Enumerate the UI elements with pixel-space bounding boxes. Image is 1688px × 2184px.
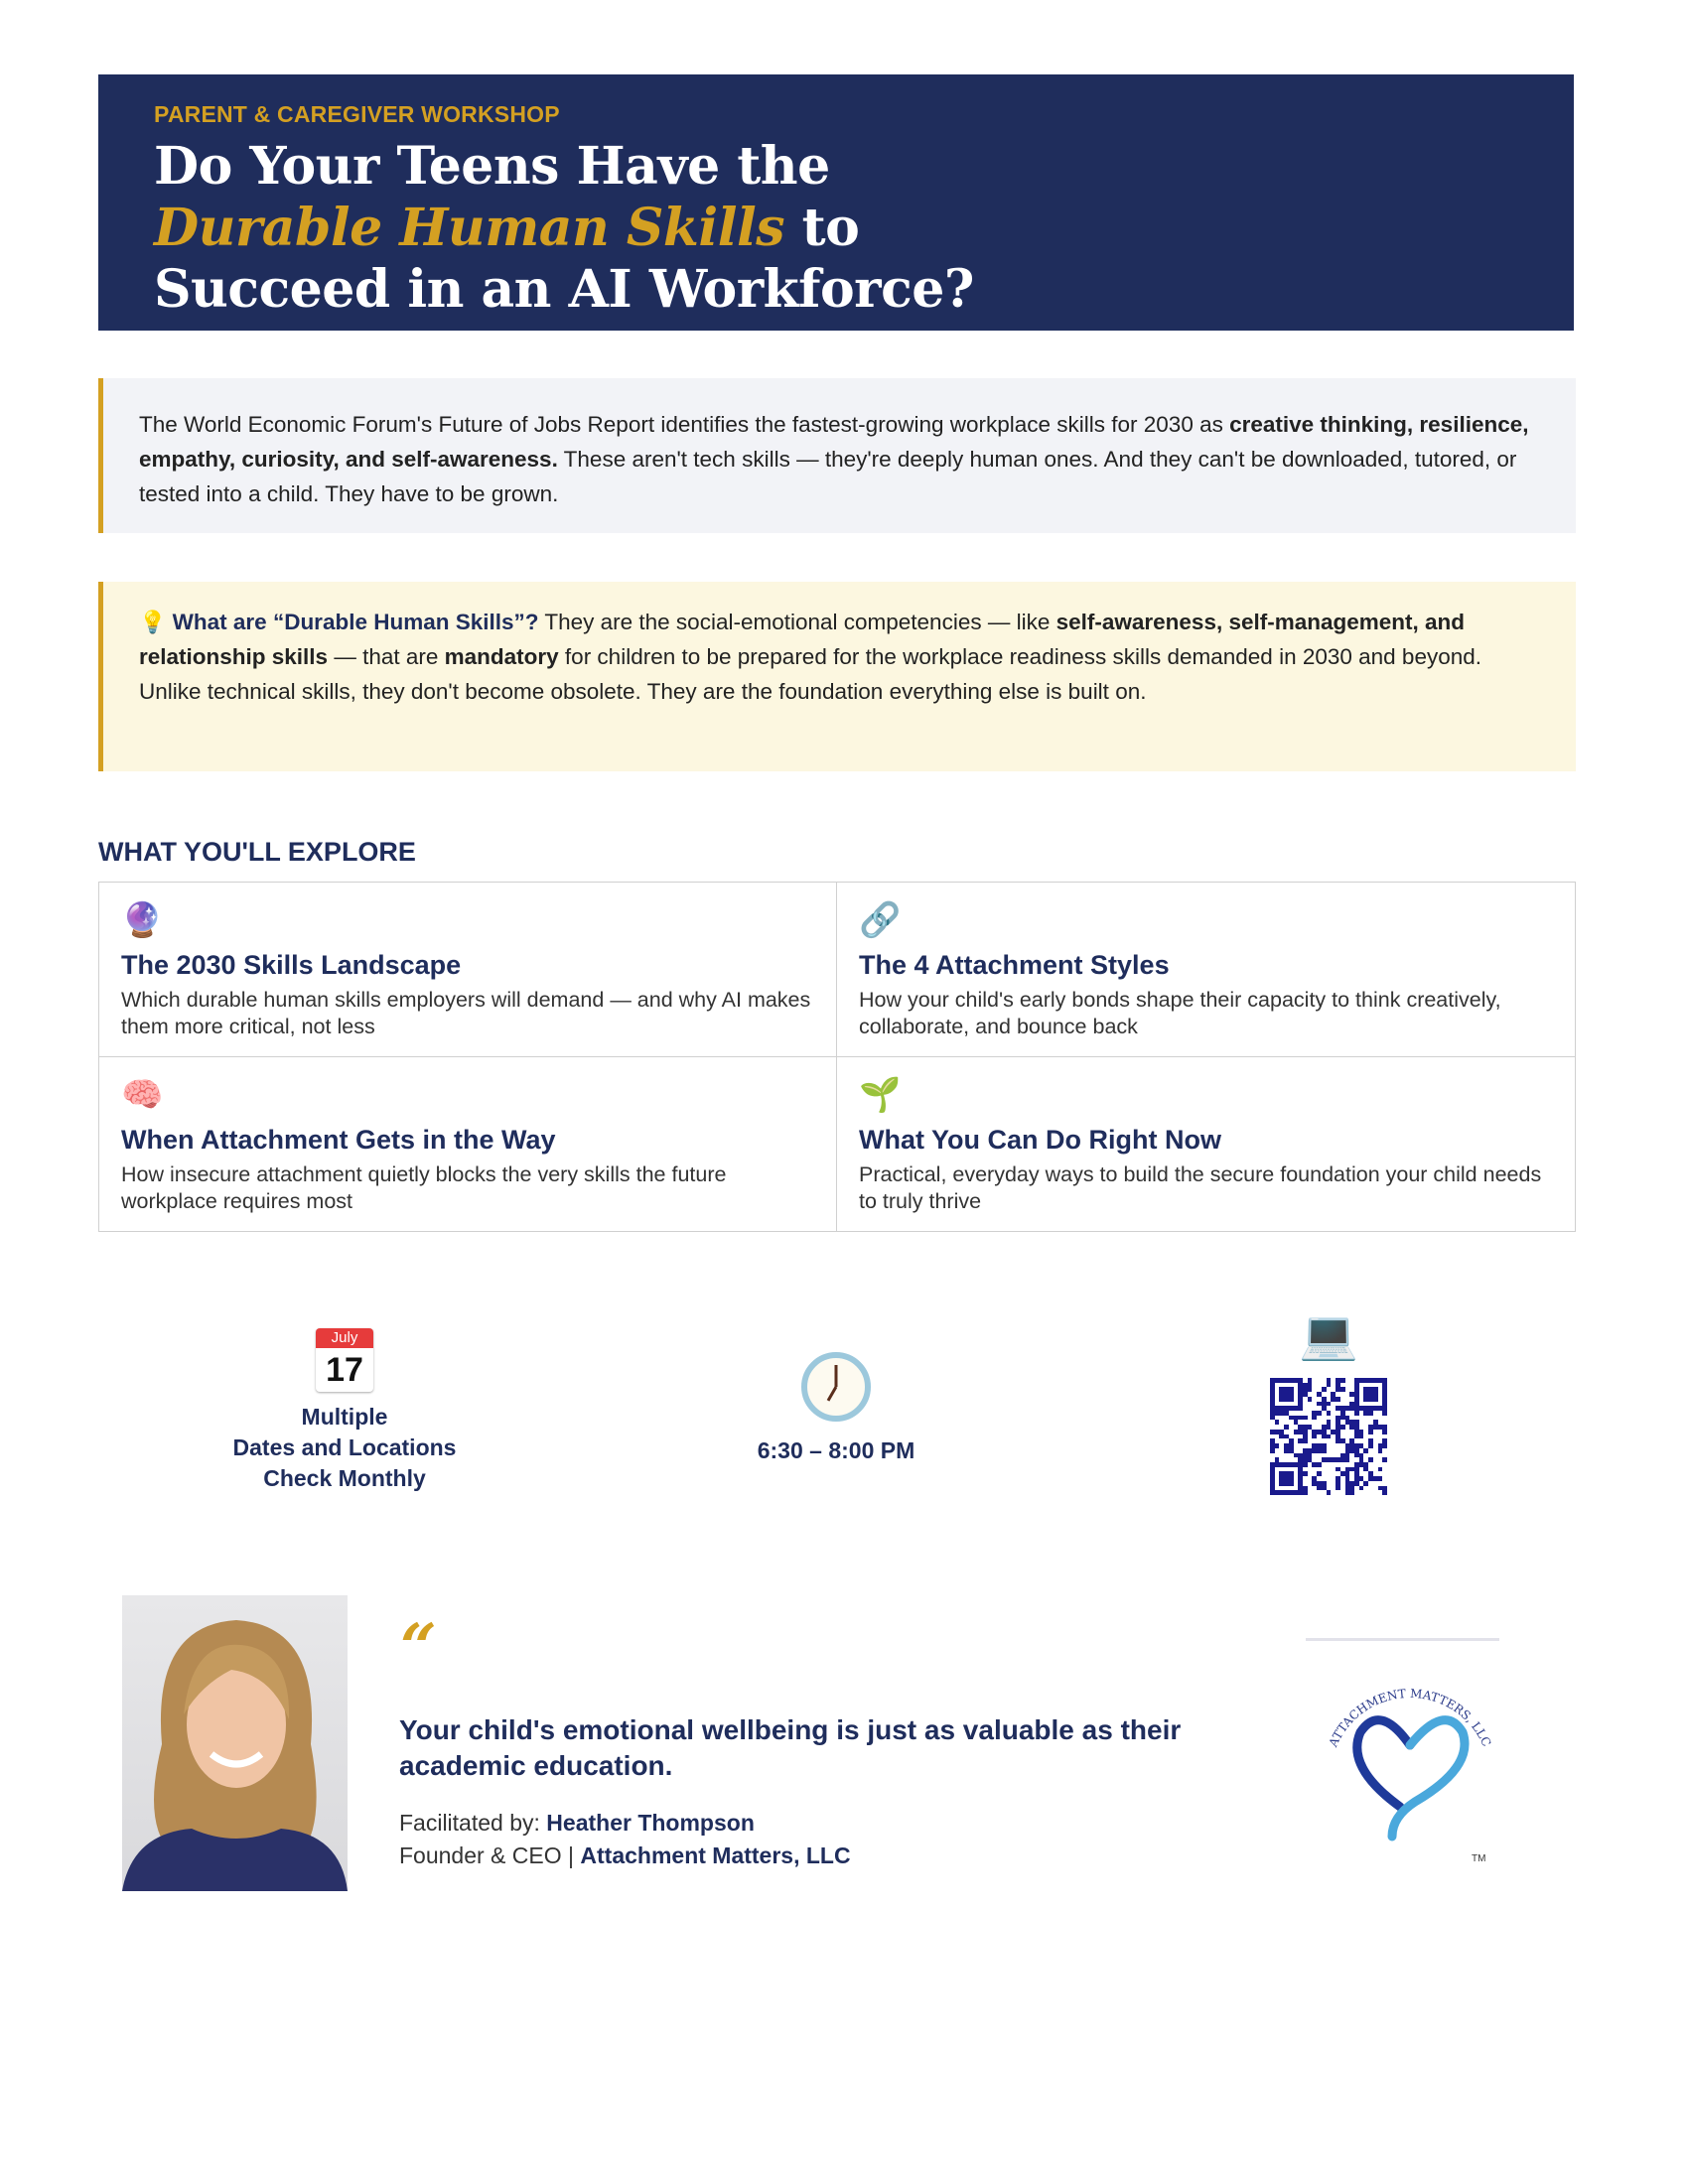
link-icon: 🔗 [859, 901, 902, 939]
seedling-icon: 🌱 [859, 1076, 902, 1114]
time-info [687, 1352, 985, 1466]
explore-grid [98, 882, 1576, 1232]
clock-icon [801, 1352, 871, 1422]
explore-heading: WHAT YOU'LL EXPLORE [98, 837, 416, 867]
brain-icon: 🧠 [121, 1076, 164, 1114]
lightbulb-icon: 💡 [139, 610, 167, 634]
title-highlight: Durable Human Skills [154, 198, 784, 258]
event-time: 6:30 – 8:00 PM [757, 1437, 915, 1463]
registration-qr-code[interactable] [1270, 1378, 1387, 1495]
facilitator-credit: Facilitated by: Heather Thompson Founder & CEO | Attachment Matters, LLC [399, 1810, 851, 1868]
title-line-2: Durable Human Skills to [154, 198, 860, 258]
intro-box: The World Economic Forum's Future of Jobs Report identifies the fastest-growing workplace skills for 2030 as creative thinking, resilience, empathy, curiosity, and self-awareness. These aren't tech skills — they're deeply human ones. And they can't be downloaded, tutored, or tested into a child. They have to be grown. [98, 378, 1576, 533]
attachment-matters-logo [1301, 1638, 1519, 1866]
crystal-ball-icon: 🔮 [121, 901, 164, 939]
topic-card: 🌱 What You Can Do Right Now Practical, everyday ways to build the secure foundation your child needs to truly thrive [837, 1057, 1575, 1231]
calendar-icon: July 17 [316, 1328, 373, 1392]
title-line-1: Do Your Teens Have the [154, 136, 830, 197]
topic-card: 🧠 When Attachment Gets in the Way How insecure attachment quietly blocks the very skills the future workplace requires most [99, 1057, 837, 1231]
facilitator-photo [122, 1595, 348, 1891]
topic-card: 🔗 The 4 Attachment Styles How your child's early bonds shape their capacity to think creatively, collaborate, and bounce back [837, 883, 1575, 1057]
quote-mark-icon: “ [400, 1610, 437, 1685]
topic-card: 🔮 The 2030 Skills Landscape Which durable human skills employers will demand — and why AI makes them more critical, not less [99, 883, 837, 1057]
online-info [1229, 1308, 1428, 1495]
definition-callout: 💡 What are “Durable Human Skills”? They are the social-emotional competencies — like self-awareness, self-management, and relationship skills — that are mandatory for children to be prepared for the workplace readiness skills demanded in 2030 and beyond. Unlike technical skills, they don't become obsolete. They are the foundation everything else is built on. [98, 582, 1576, 771]
workshop-kicker: PARENT & CAREGIVER WORKSHOP [154, 101, 560, 127]
laptop-icon: 💻 [1299, 1309, 1358, 1362]
page-title [154, 136, 1518, 321]
title-line-3: Succeed in an AI Workforce? [154, 259, 974, 320]
testimonial-quote: Your child's emotional wellbeing is just as valuable as their academic education. [399, 1714, 1182, 1781]
header-banner [98, 74, 1574, 331]
date-info: July 17 Multiple Dates and Locations Check Monthly [232, 1329, 457, 1491]
svg-text:ATTACHMENT MATTERS, LLC: ATTACHMENT MATTERS, LLC [1326, 1686, 1494, 1749]
svg-text:TM: TM [1472, 1853, 1486, 1864]
